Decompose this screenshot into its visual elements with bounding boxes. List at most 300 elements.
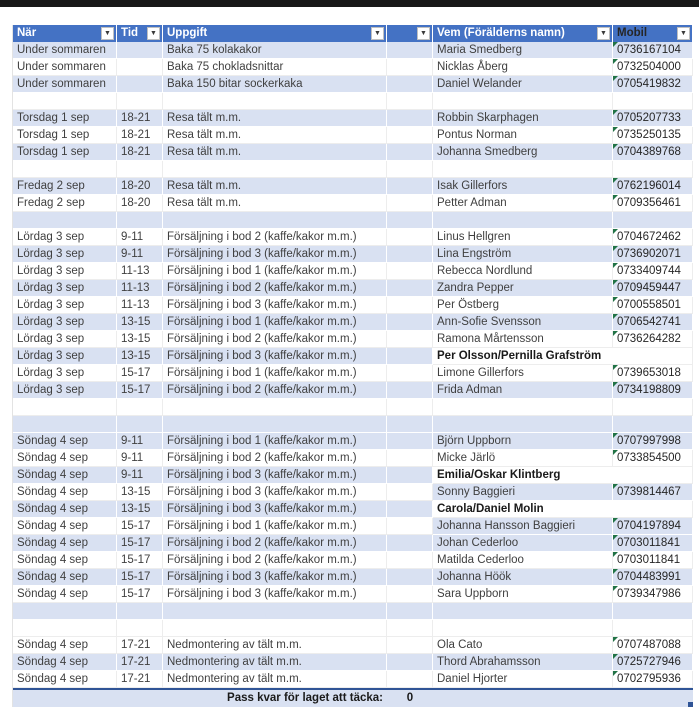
cell-tid[interactable] <box>117 246 163 263</box>
cell-tid[interactable] <box>117 620 163 637</box>
cell-uppgift[interactable] <box>163 586 387 603</box>
cell-tid[interactable] <box>117 127 163 144</box>
cell-vem[interactable] <box>433 535 613 552</box>
cell-tid[interactable] <box>117 110 163 127</box>
cell-blank[interactable] <box>387 433 433 450</box>
cell-uppgift[interactable] <box>163 76 387 93</box>
filter-dropdown-icon[interactable]: ▼ <box>597 27 610 40</box>
cell-mobil[interactable] <box>613 382 693 399</box>
cell-mobil[interactable] <box>613 399 693 416</box>
cell-uppgift[interactable] <box>163 144 387 161</box>
column-header-vem[interactable] <box>433 25 613 42</box>
table-row <box>13 178 693 195</box>
cell-nar[interactable] <box>13 518 117 535</box>
cell-mobil[interactable] <box>613 59 693 76</box>
filter-dropdown-icon[interactable]: ▼ <box>101 27 114 40</box>
cell-nar[interactable] <box>13 637 117 654</box>
cell-mobil[interactable] <box>613 535 693 552</box>
cell-mobil[interactable] <box>613 127 693 144</box>
cell-uppgift[interactable] <box>163 348 387 365</box>
cell-text: 0705207733 <box>617 112 681 124</box>
cell-tid[interactable] <box>117 59 163 76</box>
cell-uppgift[interactable] <box>163 178 387 195</box>
text-format-indicator-icon <box>613 297 618 302</box>
cell-mobil[interactable] <box>613 552 693 569</box>
cell-nar[interactable] <box>13 144 117 161</box>
cell-mobil[interactable] <box>613 365 693 382</box>
cell-vem[interactable] <box>433 195 613 212</box>
cell-uppgift[interactable] <box>163 637 387 654</box>
cell-tid[interactable] <box>117 552 163 569</box>
cell-tid[interactable] <box>117 195 163 212</box>
cell-tid[interactable] <box>117 450 163 467</box>
cell-mobil[interactable] <box>613 314 693 331</box>
cell-tid[interactable] <box>117 144 163 161</box>
cell-tid[interactable] <box>117 263 163 280</box>
cell-vem[interactable] <box>433 144 613 161</box>
cell-nar[interactable] <box>13 195 117 212</box>
cell-mobil[interactable] <box>613 229 693 246</box>
cell-uppgift[interactable] <box>163 195 387 212</box>
cell-nar[interactable] <box>13 297 117 314</box>
cell-text: 0707487088 <box>617 639 681 651</box>
cell-text: 15-17 <box>121 384 151 396</box>
cell-blank[interactable] <box>387 620 433 637</box>
cell-vem[interactable] <box>433 671 613 688</box>
cell-mobil[interactable] <box>613 331 693 348</box>
cell-tid[interactable] <box>117 399 163 416</box>
cell-vem[interactable] <box>433 110 613 127</box>
cell-blank[interactable] <box>387 178 433 195</box>
cell-blank[interactable] <box>387 110 433 127</box>
cell-vem[interactable] <box>433 416 613 433</box>
cell-nar[interactable] <box>13 59 117 76</box>
cell-tid[interactable] <box>117 229 163 246</box>
cell-blank[interactable] <box>387 161 433 178</box>
cell-blank[interactable] <box>387 654 433 671</box>
cell-blank[interactable] <box>387 501 433 518</box>
cell-tid[interactable] <box>117 586 163 603</box>
cell-uppgift[interactable] <box>163 263 387 280</box>
cell-text: 0703011841 <box>617 554 681 566</box>
cell-tid[interactable] <box>117 348 163 365</box>
cell-mobil[interactable] <box>613 263 693 280</box>
cell-tid[interactable] <box>117 93 163 110</box>
filter-dropdown-icon[interactable]: ▼ <box>677 27 690 40</box>
cell-mobil[interactable] <box>613 42 693 59</box>
cell-blank[interactable] <box>387 42 433 59</box>
column-header-blank[interactable] <box>387 25 433 42</box>
cell-mobil[interactable] <box>613 671 693 688</box>
cell-uppgift[interactable] <box>163 42 387 59</box>
cell-mobil[interactable] <box>613 212 693 229</box>
text-format-indicator-icon <box>613 518 618 523</box>
cell-blank[interactable] <box>387 671 433 688</box>
cell-uppgift[interactable] <box>163 212 387 229</box>
cell-vem[interactable] <box>433 178 613 195</box>
cell-vem[interactable] <box>433 93 613 110</box>
cell-text: Resa tält m.m. <box>167 197 242 209</box>
cell-mobil[interactable] <box>613 450 693 467</box>
cell-text: 17-21 <box>121 656 151 668</box>
cell-blank[interactable] <box>387 144 433 161</box>
cell-text: Försäljning i bod 3 (kaffe/kakor m.m.) <box>167 503 357 515</box>
cell-uppgift[interactable] <box>163 603 387 620</box>
cell-text: Daniel Welander <box>437 78 522 90</box>
column-header-nar[interactable] <box>13 25 117 42</box>
cell-mobil[interactable] <box>613 144 693 161</box>
cell-nar[interactable] <box>13 586 117 603</box>
cell-uppgift[interactable] <box>163 399 387 416</box>
cell-vem[interactable] <box>433 59 613 76</box>
cell-text: 9-11 <box>121 435 144 447</box>
cell-nar[interactable] <box>13 671 117 688</box>
cell-uppgift[interactable] <box>163 416 387 433</box>
cell-mobil[interactable] <box>613 518 693 535</box>
cell-nar[interactable] <box>13 535 117 552</box>
cell-mobil[interactable] <box>613 76 693 93</box>
cell-nar[interactable] <box>13 178 117 195</box>
cell-vem[interactable] <box>433 382 613 399</box>
cell-text: Försäljning i bod 1 (kaffe/kakor m.m.) <box>167 367 357 379</box>
cell-nar[interactable] <box>13 127 117 144</box>
cell-blank[interactable] <box>387 586 433 603</box>
cell-mobil[interactable] <box>613 433 693 450</box>
cell-nar[interactable] <box>13 501 117 518</box>
cell-blank[interactable] <box>387 467 433 484</box>
cell-mobil[interactable] <box>613 654 693 671</box>
cell-blank[interactable] <box>387 195 433 212</box>
text-format-indicator-icon <box>613 76 618 81</box>
cell-tid[interactable] <box>117 42 163 59</box>
cell-vem[interactable] <box>433 76 613 93</box>
cell-blank[interactable] <box>387 297 433 314</box>
cell-text: 0704483991 <box>617 571 681 583</box>
cell-uppgift[interactable] <box>163 229 387 246</box>
table-row <box>13 450 693 467</box>
cell-blank[interactable] <box>387 246 433 263</box>
text-format-indicator-icon <box>613 484 618 489</box>
table-row <box>13 620 693 637</box>
cell-tid[interactable] <box>117 382 163 399</box>
cell-tid[interactable] <box>117 331 163 348</box>
cell-nar[interactable] <box>13 382 117 399</box>
cell-tid[interactable] <box>117 365 163 382</box>
cell-tid[interactable] <box>117 535 163 552</box>
cell-uppgift[interactable] <box>163 501 387 518</box>
cell-nar[interactable] <box>13 246 117 263</box>
cell-blank[interactable] <box>387 399 433 416</box>
cell-tid[interactable] <box>117 178 163 195</box>
cell-vem[interactable] <box>433 654 613 671</box>
cell-vem[interactable] <box>433 586 613 603</box>
cell-text: 15-17 <box>121 367 151 379</box>
cell-text: Söndag 4 sep <box>17 656 88 668</box>
cell-text: 9-11 <box>121 248 144 260</box>
cell-blank[interactable] <box>387 280 433 297</box>
cell-uppgift[interactable] <box>163 671 387 688</box>
cell-nar[interactable] <box>13 416 117 433</box>
cell-uppgift[interactable] <box>163 280 387 297</box>
cell-vem[interactable] <box>433 467 613 484</box>
cell-mobil[interactable] <box>613 603 693 620</box>
cell-blank[interactable] <box>387 314 433 331</box>
cell-tid[interactable] <box>117 76 163 93</box>
cell-mobil[interactable] <box>613 586 693 603</box>
cell-uppgift[interactable] <box>163 246 387 263</box>
cell-text: Fredag 2 sep <box>17 197 85 209</box>
cell-blank[interactable] <box>387 603 433 620</box>
cell-uppgift[interactable] <box>163 382 387 399</box>
cell-text: 17-21 <box>121 639 151 651</box>
cell-vem[interactable] <box>433 484 613 501</box>
footer-value[interactable]: 0 <box>406 692 414 704</box>
cell-mobil[interactable] <box>613 195 693 212</box>
cell-blank[interactable] <box>387 416 433 433</box>
cell-text: Söndag 4 sep <box>17 469 88 481</box>
cell-text: Ola Cato <box>437 639 483 651</box>
cell-nar[interactable] <box>13 450 117 467</box>
cell-nar[interactable] <box>13 620 117 637</box>
table-row <box>13 297 693 314</box>
cell-vem[interactable] <box>433 314 613 331</box>
table-row <box>13 195 693 212</box>
cell-uppgift[interactable] <box>163 518 387 535</box>
cell-text: Nedmontering av tält m.m. <box>167 673 302 685</box>
cell-nar[interactable] <box>13 433 117 450</box>
cell-blank[interactable] <box>387 484 433 501</box>
cell-mobil[interactable] <box>613 280 693 297</box>
cell-blank[interactable] <box>387 127 433 144</box>
cell-nar[interactable] <box>13 467 117 484</box>
cell-vem[interactable] <box>433 501 613 518</box>
cell-uppgift[interactable] <box>163 110 387 127</box>
cell-text: 0736167104 <box>617 44 681 56</box>
cell-blank[interactable] <box>387 76 433 93</box>
cell-blank[interactable] <box>387 59 433 76</box>
cell-nar[interactable] <box>13 365 117 382</box>
cell-uppgift[interactable] <box>163 433 387 450</box>
cell-mobil[interactable] <box>613 110 693 127</box>
cell-uppgift[interactable] <box>163 450 387 467</box>
cell-mobil[interactable] <box>613 348 693 365</box>
cell-nar[interactable] <box>13 484 117 501</box>
cell-blank[interactable] <box>387 450 433 467</box>
cell-blank[interactable] <box>387 382 433 399</box>
cell-uppgift[interactable] <box>163 59 387 76</box>
table-row <box>13 314 693 331</box>
cell-nar[interactable] <box>13 399 117 416</box>
cell-tid[interactable] <box>117 212 163 229</box>
cell-text: Emilia/Oskar Klintberg <box>437 469 561 481</box>
cell-mobil[interactable] <box>613 93 693 110</box>
cell-blank[interactable] <box>387 93 433 110</box>
cell-mobil[interactable] <box>613 416 693 433</box>
cell-uppgift[interactable] <box>163 654 387 671</box>
cell-nar[interactable] <box>13 263 117 280</box>
filter-dropdown-icon[interactable]: ▼ <box>147 27 160 40</box>
cell-uppgift[interactable] <box>163 535 387 552</box>
cell-text: Johan Cederloo <box>437 537 519 549</box>
cell-blank[interactable] <box>387 535 433 552</box>
cell-text: Robbin Skarphagen <box>437 112 539 124</box>
cell-blank[interactable] <box>387 552 433 569</box>
cell-mobil[interactable] <box>613 501 693 518</box>
cell-vem[interactable] <box>433 365 613 382</box>
cell-nar[interactable] <box>13 569 117 586</box>
text-format-indicator-icon <box>613 382 618 387</box>
cell-tid[interactable] <box>117 637 163 654</box>
cell-uppgift[interactable] <box>163 484 387 501</box>
cell-vem[interactable] <box>433 620 613 637</box>
cell-nar[interactable] <box>13 348 117 365</box>
cell-text: 15-17 <box>121 554 151 566</box>
cell-uppgift[interactable] <box>163 331 387 348</box>
cell-vem[interactable] <box>433 297 613 314</box>
cell-vem[interactable] <box>433 127 613 144</box>
cell-text: Baka 75 chokladsnittar <box>167 61 284 73</box>
cell-nar[interactable] <box>13 42 117 59</box>
column-header-label: Mobil <box>617 27 648 39</box>
cell-tid[interactable] <box>117 433 163 450</box>
cell-uppgift[interactable] <box>163 161 387 178</box>
cell-vem[interactable] <box>433 569 613 586</box>
cell-text: Ramona Mårtensson <box>437 333 544 345</box>
cell-text: Söndag 4 sep <box>17 435 88 447</box>
cell-tid[interactable] <box>117 654 163 671</box>
cell-tid[interactable] <box>117 297 163 314</box>
cell-nar[interactable] <box>13 314 117 331</box>
cell-tid[interactable] <box>117 161 163 178</box>
cell-text: 0733409744 <box>617 265 681 277</box>
cell-blank[interactable] <box>387 331 433 348</box>
cell-uppgift[interactable] <box>163 297 387 314</box>
cell-mobil[interactable] <box>613 297 693 314</box>
cell-nar[interactable] <box>13 654 117 671</box>
cell-tid[interactable] <box>117 467 163 484</box>
cell-vem[interactable] <box>433 212 613 229</box>
cell-tid[interactable] <box>117 501 163 518</box>
cell-mobil[interactable] <box>613 467 693 484</box>
cell-blank[interactable] <box>387 569 433 586</box>
cell-text: 0734198809 <box>617 384 681 396</box>
cell-mobil[interactable] <box>613 178 693 195</box>
cell-vem[interactable] <box>433 229 613 246</box>
cell-blank[interactable] <box>387 365 433 382</box>
cell-vem[interactable] <box>433 161 613 178</box>
cell-nar[interactable] <box>13 280 117 297</box>
table-row <box>13 280 693 297</box>
cell-text: 0739347986 <box>617 588 681 600</box>
cell-text: Baka 75 kolakakor <box>167 44 262 56</box>
text-format-indicator-icon <box>613 144 618 149</box>
cell-text: 0706542741 <box>617 316 681 328</box>
cell-tid[interactable] <box>117 416 163 433</box>
cell-tid[interactable] <box>117 484 163 501</box>
cell-mobil[interactable] <box>613 637 693 654</box>
cell-nar[interactable] <box>13 110 117 127</box>
cell-mobil[interactable] <box>613 161 693 178</box>
cell-nar[interactable] <box>13 161 117 178</box>
cell-vem[interactable] <box>433 246 613 263</box>
column-header-label: Tid <box>121 27 139 39</box>
cell-nar[interactable] <box>13 229 117 246</box>
text-format-indicator-icon <box>613 246 618 251</box>
text-format-indicator-icon <box>613 195 618 200</box>
cell-tid[interactable] <box>117 314 163 331</box>
cell-mobil[interactable] <box>613 620 693 637</box>
cell-vem[interactable] <box>433 603 613 620</box>
cell-nar[interactable] <box>13 93 117 110</box>
cell-nar[interactable] <box>13 212 117 229</box>
cell-uppgift[interactable] <box>163 365 387 382</box>
cell-text: Frida Adman <box>437 384 503 396</box>
cell-text: 0733854500 <box>617 452 681 464</box>
cell-blank[interactable] <box>387 518 433 535</box>
column-header-mobil[interactable] <box>613 25 693 42</box>
cell-tid[interactable] <box>117 569 163 586</box>
cell-text: Daniel Hjorter <box>437 673 508 685</box>
table-row <box>13 93 693 110</box>
cell-text: Torsdag 1 sep <box>17 112 90 124</box>
cell-vem[interactable] <box>433 450 613 467</box>
cell-vem[interactable] <box>433 399 613 416</box>
schedule-table <box>12 25 693 707</box>
cell-vem[interactable] <box>433 433 613 450</box>
cell-text: Maria Smedberg <box>437 44 523 56</box>
cell-vem[interactable] <box>433 331 613 348</box>
cell-blank[interactable] <box>387 263 433 280</box>
cell-text: Torsdag 1 sep <box>17 146 90 158</box>
cell-uppgift[interactable] <box>163 569 387 586</box>
cell-nar[interactable] <box>13 603 117 620</box>
cell-uppgift[interactable] <box>163 552 387 569</box>
column-header-tid[interactable] <box>117 25 163 42</box>
filter-dropdown-icon[interactable]: ▼ <box>371 27 384 40</box>
cell-nar[interactable] <box>13 552 117 569</box>
cell-vem[interactable] <box>433 42 613 59</box>
cell-vem[interactable] <box>433 637 613 654</box>
cell-vem[interactable] <box>433 280 613 297</box>
cell-nar[interactable] <box>13 331 117 348</box>
cell-tid[interactable] <box>117 518 163 535</box>
cell-blank[interactable] <box>387 212 433 229</box>
cell-text: 11-13 <box>121 299 150 311</box>
cell-vem[interactable] <box>433 518 613 535</box>
cell-mobil[interactable] <box>613 246 693 263</box>
filter-dropdown-icon[interactable]: ▼ <box>417 27 430 40</box>
cell-uppgift[interactable] <box>163 127 387 144</box>
cell-mobil[interactable] <box>613 569 693 586</box>
cell-blank[interactable] <box>387 229 433 246</box>
cell-nar[interactable] <box>13 76 117 93</box>
cell-vem[interactable] <box>433 263 613 280</box>
cell-uppgift[interactable] <box>163 93 387 110</box>
cell-vem[interactable] <box>433 348 613 365</box>
table-resize-handle[interactable] <box>688 702 693 707</box>
cell-tid[interactable] <box>117 603 163 620</box>
cell-blank[interactable] <box>387 637 433 654</box>
cell-blank[interactable] <box>387 348 433 365</box>
cell-uppgift[interactable] <box>163 620 387 637</box>
cell-tid[interactable] <box>117 671 163 688</box>
column-header-uppgift[interactable] <box>163 25 387 42</box>
cell-uppgift[interactable] <box>163 314 387 331</box>
cell-vem[interactable] <box>433 552 613 569</box>
cell-tid[interactable] <box>117 280 163 297</box>
cell-mobil[interactable] <box>613 484 693 501</box>
cell-uppgift[interactable] <box>163 467 387 484</box>
